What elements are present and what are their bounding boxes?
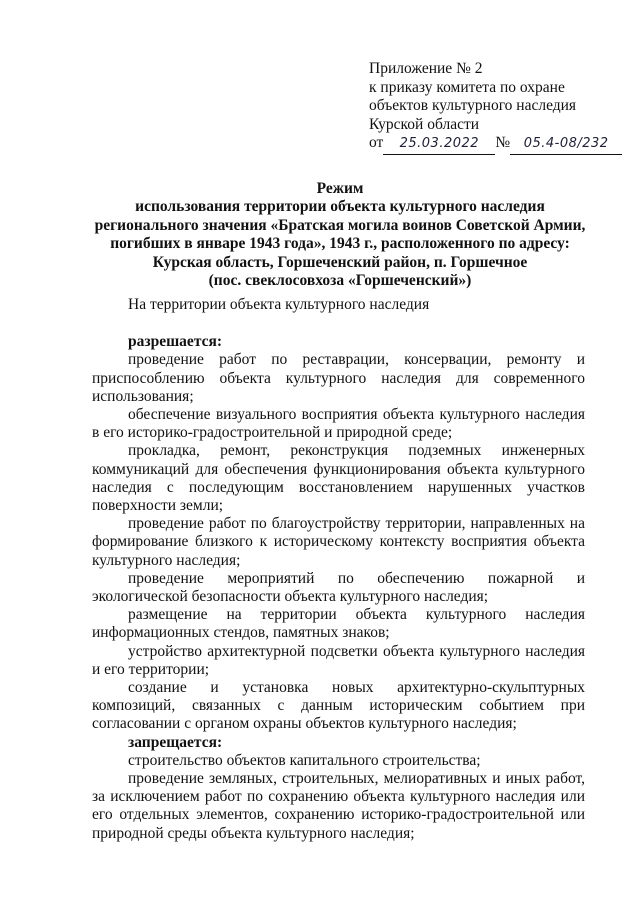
appendix-committee-line: объектов культурного наследия — [369, 97, 577, 114]
appendix-order-line: к приказу комитета по охране — [369, 78, 565, 96]
from-label: от — [369, 134, 384, 151]
title-line-2: использования территории объекта культурного наследия — [135, 198, 545, 216]
allowed-heading: разрешается: — [128, 333, 223, 351]
document-title — [80, 180, 600, 290]
document-body — [92, 296, 585, 843]
title-line-5: Курская область, Горшеченский район, п. Горшечное — [152, 253, 528, 271]
number-label: № — [495, 134, 511, 151]
order-number: 05.4-08/232 — [510, 135, 622, 155]
appendix-title: Приложение № 2 — [369, 60, 483, 77]
appendix-region-line: Курской области — [369, 115, 480, 133]
allowed-item: проведение мероприятий по обеспечению пожарной и экологической безопасности объекта культурного наследия; — [92, 569, 585, 606]
title-line-6: (пос. свеклосовхоза «Горшеченский») — [208, 272, 472, 290]
order-date-number-line — [369, 134, 619, 155]
order-date: 25.03.2022 — [383, 135, 495, 155]
forbidden-item: строительство объектов капитального строительства; — [128, 751, 481, 769]
allowed-item: создание и установка новых архитектурно-скульптурных композиций, связанных с данным историческим событием при согласовании с органом охраны объектов культурного наследия; — [92, 679, 585, 733]
allowed-item: устройство архитектурной подсветки объекта культурного наследия и его территории; — [92, 642, 585, 678]
appendix-header — [369, 60, 619, 155]
intro-text: На территории объекта культурного наследия — [128, 296, 430, 313]
allowed-item: проведение работ по реставрации, консервации, ремонту и приспособлению объекта культурного наследия для современного использования; — [92, 351, 585, 405]
allowed-item: размещение на территории объекта культурного наследия информационных стендов, памятных знаков; — [92, 606, 585, 642]
allowed-item: обеспечение визуального восприятия объекта культурного наследия в его историко-градостроительной и природной среде; — [92, 406, 585, 442]
title-line-1: Режим — [316, 180, 364, 197]
title-line-3: регионального значения «Братская могила воинов Советской Армии, — [94, 216, 586, 234]
title-line-4: погибших в январе 1943 года», 1943 г., расположенного по адресу: — [110, 235, 570, 253]
allowed-item: прокладка, ремонт, реконструкция подземных инженерных коммуникаций для обеспечения функционирования объекта культурного наследия с последующим восстановлением нарушенных участков поверхности земли; — [92, 442, 585, 515]
forbidden-heading: запрещается: — [128, 733, 223, 751]
forbidden-item: проведение земляных, строительных, мелиоративных и иных работ, за исключением работ по сохранению объекта культурного наследия или его отдельных элементов, сохранению историко-градостроительной или природной среды объекта культурного наследия; — [92, 770, 585, 842]
allowed-item: проведение работ по благоустройству территории, направленных на формирование близкого к историческому контексту восприятия объекта культурного наследия; — [92, 515, 585, 569]
